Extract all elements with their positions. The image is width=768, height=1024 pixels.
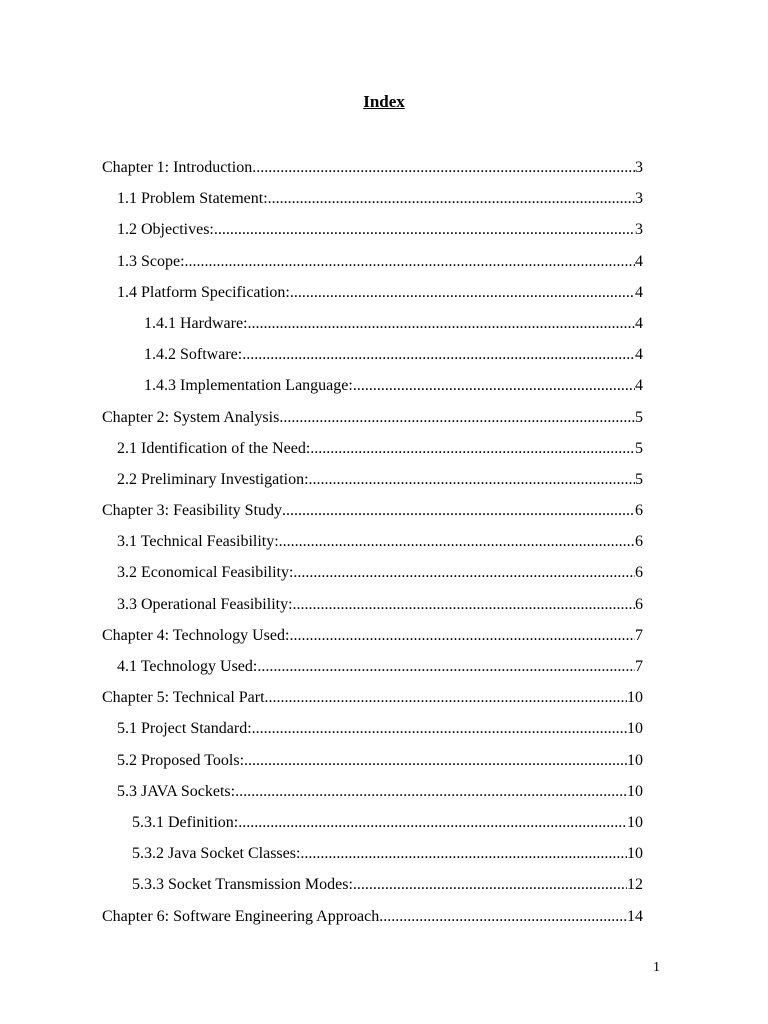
toc-entry[interactable] xyxy=(102,776,643,807)
toc-entry[interactable] xyxy=(102,869,643,900)
toc-entry-page: 4 xyxy=(635,252,643,270)
toc-entry-label: 3.3 Operational Feasibility: xyxy=(117,595,293,613)
toc-entry-label: Chapter 1: Introduction xyxy=(102,159,253,176)
toc-entry-page: 6 xyxy=(635,502,643,520)
toc-entry-page: 5 xyxy=(635,470,643,488)
toc-entry[interactable] xyxy=(102,402,643,433)
toc-dot-leader xyxy=(353,370,635,401)
toc-entry-label: 5.3.2 Java Socket Classes: xyxy=(132,845,301,863)
toc-entry-label: Chapter 2: System Analysis xyxy=(102,408,280,426)
toc-entry[interactable] xyxy=(102,495,643,526)
toc-entry-page: 10 xyxy=(627,751,643,769)
toc-entry-page: 6 xyxy=(635,564,643,582)
toc-entry-label: 2.2 Preliminary Investigation: xyxy=(117,470,309,488)
toc-dot-leader xyxy=(257,651,635,682)
toc-entry-label: 2.1 Identification of the Need: xyxy=(117,439,311,457)
toc-dot-leader xyxy=(242,339,635,370)
page-number: 1 xyxy=(653,960,660,975)
toc-entry-label: 1.2 Objectives: xyxy=(117,221,214,239)
toc-dot-leader xyxy=(379,901,627,932)
toc-entry[interactable] xyxy=(102,745,643,776)
toc-entry-page: 5 xyxy=(635,439,643,457)
toc-entry-label: 5.1 Project Standard: xyxy=(117,720,252,738)
toc-entry-page: 4 xyxy=(635,283,643,301)
toc-entry[interactable] xyxy=(102,464,643,495)
toc-entry-page: 5 xyxy=(635,408,643,426)
toc-entry[interactable] xyxy=(102,526,643,557)
toc-dot-leader xyxy=(310,433,635,464)
toc-dot-leader xyxy=(235,776,627,807)
toc-entry-page: 7 xyxy=(635,626,643,644)
toc-entry-label: 1.4 Platform Specification: xyxy=(117,283,290,301)
toc-entry[interactable] xyxy=(102,246,643,277)
toc-entry-page: 4 xyxy=(635,314,643,332)
toc-dot-leader xyxy=(289,620,635,651)
toc-entry-page: 12 xyxy=(627,876,643,894)
toc-entry[interactable] xyxy=(102,901,643,932)
toc-dot-leader xyxy=(244,745,627,776)
toc-entry-label: 5.2 Proposed Tools: xyxy=(117,751,245,769)
toc-entry-label: Chapter 4: Technology Used: xyxy=(102,626,290,644)
toc-dot-leader xyxy=(265,682,627,713)
toc-entry-label: 4.1 Technology Used: xyxy=(117,658,258,675)
toc-entry-label: 3.2 Economical Feasibility: xyxy=(117,564,294,582)
toc-entry[interactable] xyxy=(102,713,643,744)
toc-dot-leader xyxy=(282,495,635,526)
toc-entry[interactable] xyxy=(102,339,643,370)
toc-entry[interactable] xyxy=(102,838,643,869)
toc-entry[interactable] xyxy=(102,651,643,682)
toc-dot-leader xyxy=(238,807,627,838)
toc-entry-page: 6 xyxy=(635,595,643,613)
toc-entry[interactable] xyxy=(102,589,643,620)
toc-dot-leader xyxy=(309,464,635,495)
toc-entry-page: 10 xyxy=(627,782,643,800)
toc-dot-leader xyxy=(185,246,635,277)
toc-entry-page: 6 xyxy=(635,533,643,551)
page-title: Index xyxy=(363,92,405,111)
toc-dot-leader xyxy=(293,589,635,620)
toc-entry-page: 10 xyxy=(627,720,643,738)
toc-entry-label: 5.3.3 Socket Transmission Modes: xyxy=(132,876,353,894)
toc-entry-page: 3 xyxy=(635,159,643,176)
toc-dot-leader xyxy=(279,402,635,433)
toc-entry-label: 1.4.3 Implementation Language: xyxy=(144,377,353,395)
toc-dot-leader xyxy=(252,152,635,183)
toc-entry-label: 1.3 Scope: xyxy=(117,252,185,270)
toc-entry-label: 5.3 JAVA Sockets: xyxy=(117,782,236,800)
toc-entry-page: 10 xyxy=(627,689,643,707)
toc-entry-label: 5.3.1 Definition: xyxy=(132,813,239,831)
toc-entry[interactable] xyxy=(102,214,643,245)
toc-entry[interactable] xyxy=(102,682,643,713)
toc-entry-page: 3 xyxy=(635,221,643,239)
toc-entry[interactable] xyxy=(102,277,643,308)
toc-entry-label: 3.1 Technical Feasibility: xyxy=(117,533,279,551)
toc-entry[interactable] xyxy=(102,620,643,651)
toc-entry[interactable] xyxy=(102,370,643,401)
toc-entry-page: 4 xyxy=(635,346,643,364)
toc-dot-leader xyxy=(279,526,635,557)
toc-dot-leader xyxy=(290,277,635,308)
toc-entry-label: Chapter 5: Technical Part xyxy=(102,689,265,707)
toc-entry-page: 14 xyxy=(627,907,643,925)
toc-dot-leader xyxy=(300,838,627,869)
toc-entry[interactable] xyxy=(102,433,643,464)
toc-entry[interactable] xyxy=(102,152,643,183)
toc-dot-leader xyxy=(353,869,627,900)
toc-entry-label: Chapter 3: Feasibility Study xyxy=(102,502,282,520)
toc-entry[interactable] xyxy=(102,807,643,838)
toc-entry[interactable] xyxy=(102,183,643,214)
toc-dot-leader xyxy=(252,713,627,744)
toc-dot-leader xyxy=(214,214,635,245)
toc-entry-label: Chapter 6: Software Engineering Approach xyxy=(102,907,380,925)
toc-entry-page: 10 xyxy=(627,813,643,831)
toc-dot-leader xyxy=(248,308,635,339)
toc-entry[interactable] xyxy=(102,308,643,339)
toc-dot-leader xyxy=(268,183,635,214)
toc-entry-page: 7 xyxy=(635,658,643,675)
toc-entry-label: 1.1 Problem Statement: xyxy=(117,190,268,208)
toc-entry-label: 1.4.1 Hardware: xyxy=(144,314,248,332)
toc-entry-page: 3 xyxy=(635,190,643,208)
table-of-contents xyxy=(102,152,643,932)
toc-entry-page: 4 xyxy=(635,377,643,395)
toc-entry-label: 1.4.2 Software: xyxy=(144,346,243,364)
toc-dot-leader xyxy=(293,557,635,588)
toc-entry[interactable] xyxy=(102,557,643,588)
toc-entry-page: 10 xyxy=(627,845,643,863)
